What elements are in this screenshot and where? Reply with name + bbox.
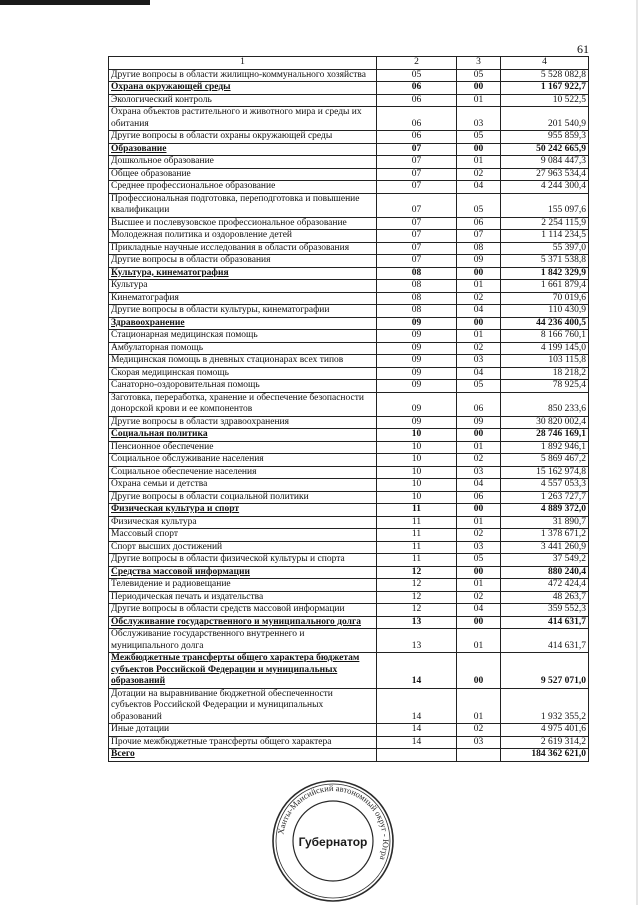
row-amount: 78 925,4 <box>501 380 589 393</box>
row-name: Другие вопросы в области социальной политики <box>109 491 377 504</box>
row-name: Дошкольное образование <box>109 156 377 169</box>
row-subsection-code: 04 <box>457 181 501 194</box>
table-row <box>109 230 589 243</box>
row-name: Всего <box>109 749 377 762</box>
table-row <box>109 541 589 554</box>
row-amount: 184 362 621,0 <box>501 749 589 762</box>
row-subsection-code: 05 <box>457 131 501 144</box>
row-section-code: 10 <box>377 466 457 479</box>
row-amount: 414 631,7 <box>501 629 589 653</box>
row-section-code: 06 <box>377 107 457 131</box>
table-row <box>109 242 589 255</box>
row-section-code: 09 <box>377 342 457 355</box>
row-name: Обслуживание государственного внутреннего и муниципального долга <box>109 629 377 653</box>
row-name: Другие вопросы в области культуры, кинематографии <box>109 305 377 318</box>
table-row <box>109 566 589 579</box>
row-amount: 5 528 082,8 <box>501 69 589 82</box>
row-section-code: 07 <box>377 143 457 156</box>
row-subsection-code: 02 <box>457 529 501 542</box>
scan-edge-shadow <box>636 0 638 905</box>
row-amount: 880 240,4 <box>501 566 589 579</box>
row-amount: 1 167 922,7 <box>501 82 589 95</box>
row-subsection-code: 01 <box>457 579 501 592</box>
row-amount: 4 889 372,0 <box>501 504 589 517</box>
table-row <box>109 653 589 689</box>
row-name: Массовый спорт <box>109 529 377 542</box>
stamp-ring-text: Ханты-Мансийский автономный округ - Югра <box>275 782 392 862</box>
table-row <box>109 392 589 416</box>
table-row <box>109 107 589 131</box>
row-section-code: 07 <box>377 255 457 268</box>
table-row <box>109 82 589 95</box>
row-section-code: 11 <box>377 541 457 554</box>
row-amount: 31 890,7 <box>501 516 589 529</box>
row-subsection-code: 00 <box>457 317 501 330</box>
row-subsection-code: 05 <box>457 193 501 217</box>
row-subsection-code: 02 <box>457 168 501 181</box>
row-name: Прикладные научные исследования в области образования <box>109 242 377 255</box>
row-amount: 4 557 053,3 <box>501 479 589 492</box>
table-row <box>109 330 589 343</box>
table-row <box>109 143 589 156</box>
row-section-code: 11 <box>377 529 457 542</box>
row-amount: 30 820 002,4 <box>501 416 589 429</box>
row-section-code <box>377 749 457 762</box>
row-section-code: 11 <box>377 554 457 567</box>
row-name: Другие вопросы в области охраны окружающей среды <box>109 131 377 144</box>
table-row <box>109 255 589 268</box>
table-row <box>109 749 589 762</box>
row-name: Скорая медицинская помощь <box>109 367 377 380</box>
table-row <box>109 736 589 749</box>
row-amount: 9 527 071,0 <box>501 653 589 689</box>
row-name: Стационарная медицинская помощь <box>109 330 377 343</box>
row-name: Молодежная политика и оздоровление детей <box>109 230 377 243</box>
row-section-code: 09 <box>377 392 457 416</box>
header-col-1: 1 <box>109 57 377 70</box>
row-subsection-code: 03 <box>457 736 501 749</box>
row-subsection-code: 01 <box>457 330 501 343</box>
table-row <box>109 131 589 144</box>
row-amount: 3 441 260,9 <box>501 541 589 554</box>
header-col-2: 2 <box>377 57 457 70</box>
row-amount: 18 218,2 <box>501 367 589 380</box>
table-row <box>109 604 589 617</box>
row-subsection-code: 00 <box>457 566 501 579</box>
row-subsection-code: 02 <box>457 292 501 305</box>
row-subsection-code: 01 <box>457 156 501 169</box>
row-subsection-code: 04 <box>457 479 501 492</box>
table-row <box>109 367 589 380</box>
row-subsection-code <box>457 749 501 762</box>
row-subsection-code: 04 <box>457 367 501 380</box>
table-row <box>109 292 589 305</box>
row-amount: 5 371 538,8 <box>501 255 589 268</box>
row-subsection-code: 03 <box>457 355 501 368</box>
row-section-code: 09 <box>377 380 457 393</box>
table-row <box>109 416 589 429</box>
row-name: Здравоохранение <box>109 317 377 330</box>
row-amount: 55 397,0 <box>501 242 589 255</box>
table-row <box>109 156 589 169</box>
row-amount: 472 424,4 <box>501 579 589 592</box>
row-name: Санаторно-оздоровительная помощь <box>109 380 377 393</box>
table-row <box>109 305 589 318</box>
row-section-code: 09 <box>377 355 457 368</box>
scan-artifact-bar <box>0 0 150 5</box>
row-subsection-code: 01 <box>457 280 501 293</box>
row-subsection-code: 03 <box>457 107 501 131</box>
row-name: Экологический контроль <box>109 94 377 107</box>
row-amount: 2 254 115,9 <box>501 217 589 230</box>
table-row <box>109 479 589 492</box>
table-row <box>109 504 589 517</box>
row-amount: 155 097,6 <box>501 193 589 217</box>
row-section-code: 10 <box>377 491 457 504</box>
row-name: Социальная политика <box>109 429 377 442</box>
row-section-code: 07 <box>377 168 457 181</box>
row-subsection-code: 02 <box>457 724 501 737</box>
table-row <box>109 491 589 504</box>
row-section-code: 10 <box>377 441 457 454</box>
governor-stamp <box>268 776 398 906</box>
row-name: Дотации на выравнивание бюджетной обеспеченности субъектов Российской Федерации и муниципальных образований <box>109 688 377 724</box>
row-amount: 9 084 447,3 <box>501 156 589 169</box>
row-name: Охрана окружающей среды <box>109 82 377 95</box>
row-name: Заготовка, переработка, хранение и обеспечение безопасности донорской крови и ее компонентов <box>109 392 377 416</box>
row-section-code: 12 <box>377 579 457 592</box>
row-name: Средства массовой информации <box>109 566 377 579</box>
table-row <box>109 441 589 454</box>
row-subsection-code: 06 <box>457 392 501 416</box>
row-subsection-code: 09 <box>457 255 501 268</box>
row-amount: 1 661 879,4 <box>501 280 589 293</box>
row-name: Среднее профессиональное образование <box>109 181 377 194</box>
row-section-code: 09 <box>377 416 457 429</box>
row-section-code: 10 <box>377 479 457 492</box>
row-name: Общее образование <box>109 168 377 181</box>
row-name: Другие вопросы в области средств массовой информации <box>109 604 377 617</box>
row-name: Другие вопросы в области образования <box>109 255 377 268</box>
row-name: Амбулаторная помощь <box>109 342 377 355</box>
row-name: Другие вопросы в области здравоохранения <box>109 416 377 429</box>
row-amount: 850 233,6 <box>501 392 589 416</box>
row-section-code: 13 <box>377 616 457 629</box>
stamp-center-text: Губернатор <box>298 835 368 849</box>
row-amount: 2 619 314,2 <box>501 736 589 749</box>
row-amount: 201 540,9 <box>501 107 589 131</box>
row-amount: 110 430,9 <box>501 305 589 318</box>
row-subsection-code: 03 <box>457 466 501 479</box>
row-name: Обслуживание государственного и муниципального долга <box>109 616 377 629</box>
row-subsection-code: 00 <box>457 143 501 156</box>
row-name: Охрана объектов растительного и животного мира и среды их обитания <box>109 107 377 131</box>
table-row <box>109 454 589 467</box>
row-subsection-code: 05 <box>457 554 501 567</box>
table-row <box>109 94 589 107</box>
row-subsection-code: 04 <box>457 305 501 318</box>
row-name: Иные дотации <box>109 724 377 737</box>
table-row <box>109 317 589 330</box>
row-amount: 28 746 169,1 <box>501 429 589 442</box>
row-amount: 4 244 300,4 <box>501 181 589 194</box>
table-row <box>109 342 589 355</box>
stamp-seal-graphic <box>268 776 398 906</box>
row-section-code: 10 <box>377 429 457 442</box>
row-amount: 359 552,3 <box>501 604 589 617</box>
row-amount: 5 869 467,2 <box>501 454 589 467</box>
table-row <box>109 516 589 529</box>
row-subsection-code: 05 <box>457 380 501 393</box>
row-subsection-code: 00 <box>457 82 501 95</box>
row-amount: 8 166 760,1 <box>501 330 589 343</box>
row-section-code: 12 <box>377 591 457 604</box>
row-section-code: 09 <box>377 317 457 330</box>
row-name: Межбюджетные трансферты общего характера бюджетам субъектов Российской Федерации и муниципальных образований <box>109 653 377 689</box>
row-section-code: 06 <box>377 131 457 144</box>
row-amount: 1 892 946,1 <box>501 441 589 454</box>
row-subsection-code: 00 <box>457 504 501 517</box>
row-name: Социальное обслуживание населения <box>109 454 377 467</box>
row-subsection-code: 00 <box>457 429 501 442</box>
row-amount: 1 932 355,2 <box>501 688 589 724</box>
row-name: Периодическая печать и издательства <box>109 591 377 604</box>
row-section-code: 12 <box>377 604 457 617</box>
row-amount: 27 963 534,4 <box>501 168 589 181</box>
row-subsection-code: 01 <box>457 629 501 653</box>
row-subsection-code: 01 <box>457 441 501 454</box>
row-amount: 15 162 974,8 <box>501 466 589 479</box>
row-amount: 103 115,8 <box>501 355 589 368</box>
row-section-code: 07 <box>377 156 457 169</box>
row-section-code: 14 <box>377 736 457 749</box>
row-section-code: 05 <box>377 69 457 82</box>
table-row <box>109 217 589 230</box>
row-section-code: 11 <box>377 516 457 529</box>
row-section-code: 11 <box>377 504 457 517</box>
table-row <box>109 616 589 629</box>
table-header-row <box>109 57 589 70</box>
row-amount: 1 842 329,9 <box>501 267 589 280</box>
row-section-code: 07 <box>377 242 457 255</box>
row-subsection-code: 03 <box>457 541 501 554</box>
row-subsection-code: 05 <box>457 69 501 82</box>
row-subsection-code: 02 <box>457 591 501 604</box>
row-amount: 70 019,6 <box>501 292 589 305</box>
row-name: Другие вопросы в области физической культуры и спорта <box>109 554 377 567</box>
row-subsection-code: 06 <box>457 217 501 230</box>
row-amount: 44 236 400,5 <box>501 317 589 330</box>
row-section-code: 08 <box>377 305 457 318</box>
row-amount: 37 549,2 <box>501 554 589 567</box>
table-row <box>109 529 589 542</box>
row-name: Физическая культура <box>109 516 377 529</box>
row-subsection-code: 02 <box>457 454 501 467</box>
row-section-code: 07 <box>377 230 457 243</box>
row-subsection-code: 04 <box>457 604 501 617</box>
row-name: Физическая культура и спорт <box>109 504 377 517</box>
row-section-code: 07 <box>377 181 457 194</box>
table-row <box>109 193 589 217</box>
row-amount: 1 114 234,5 <box>501 230 589 243</box>
row-name: Пенсионное обеспечение <box>109 441 377 454</box>
row-subsection-code: 00 <box>457 267 501 280</box>
row-name: Социальное обеспечение населения <box>109 466 377 479</box>
budget-table <box>108 56 589 762</box>
row-subsection-code: 00 <box>457 616 501 629</box>
table-row <box>109 168 589 181</box>
row-name: Кинематография <box>109 292 377 305</box>
page-number: 61 <box>577 42 589 56</box>
row-section-code: 07 <box>377 217 457 230</box>
row-amount: 48 263,7 <box>501 591 589 604</box>
row-section-code: 07 <box>377 193 457 217</box>
table-row <box>109 380 589 393</box>
row-amount: 414 631,7 <box>501 616 589 629</box>
row-subsection-code: 01 <box>457 688 501 724</box>
row-amount: 4 975 401,6 <box>501 724 589 737</box>
row-section-code: 08 <box>377 267 457 280</box>
table-body <box>109 69 589 761</box>
row-subsection-code: 09 <box>457 416 501 429</box>
row-amount: 10 522,5 <box>501 94 589 107</box>
row-section-code: 06 <box>377 94 457 107</box>
row-name: Высшее и послевузовское профессиональное образование <box>109 217 377 230</box>
row-section-code: 12 <box>377 566 457 579</box>
row-subsection-code: 00 <box>457 653 501 689</box>
table-row <box>109 591 589 604</box>
row-section-code: 08 <box>377 292 457 305</box>
row-amount: 4 199 145,0 <box>501 342 589 355</box>
row-section-code: 08 <box>377 280 457 293</box>
table-row <box>109 724 589 737</box>
row-section-code: 14 <box>377 653 457 689</box>
row-subsection-code: 01 <box>457 94 501 107</box>
row-subsection-code: 08 <box>457 242 501 255</box>
row-subsection-code: 06 <box>457 491 501 504</box>
table-row <box>109 69 589 82</box>
row-section-code: 13 <box>377 629 457 653</box>
row-name: Медицинская помощь в дневных стационарах всех типов <box>109 355 377 368</box>
row-section-code: 09 <box>377 330 457 343</box>
row-name: Профессиональная подготовка, переподготовка и повышение квалификации <box>109 193 377 217</box>
table-row <box>109 466 589 479</box>
row-section-code: 14 <box>377 724 457 737</box>
row-section-code: 10 <box>377 454 457 467</box>
row-name: Культура, кинематография <box>109 267 377 280</box>
table-row <box>109 579 589 592</box>
header-col-4: 4 <box>501 57 589 70</box>
row-amount: 955 859,3 <box>501 131 589 144</box>
table-row <box>109 688 589 724</box>
table-row <box>109 181 589 194</box>
row-amount: 1 263 727,7 <box>501 491 589 504</box>
row-section-code: 09 <box>377 367 457 380</box>
table-row <box>109 554 589 567</box>
row-amount: 1 378 671,2 <box>501 529 589 542</box>
row-name: Спорт высших достижений <box>109 541 377 554</box>
row-name: Другие вопросы в области жилищно-коммунального хозяйства <box>109 69 377 82</box>
table-row <box>109 267 589 280</box>
row-name: Прочие межбюджетные трансферты общего характера <box>109 736 377 749</box>
row-name: Телевидение и радиовещание <box>109 579 377 592</box>
row-amount: 50 242 665,9 <box>501 143 589 156</box>
row-section-code: 14 <box>377 688 457 724</box>
row-name: Культура <box>109 280 377 293</box>
table-row <box>109 280 589 293</box>
row-subsection-code: 01 <box>457 516 501 529</box>
row-subsection-code: 02 <box>457 342 501 355</box>
row-name: Образование <box>109 143 377 156</box>
table-row <box>109 629 589 653</box>
table-row <box>109 355 589 368</box>
row-subsection-code: 07 <box>457 230 501 243</box>
table-row <box>109 429 589 442</box>
header-col-3: 3 <box>457 57 501 70</box>
row-section-code: 06 <box>377 82 457 95</box>
row-name: Охрана семьи и детства <box>109 479 377 492</box>
